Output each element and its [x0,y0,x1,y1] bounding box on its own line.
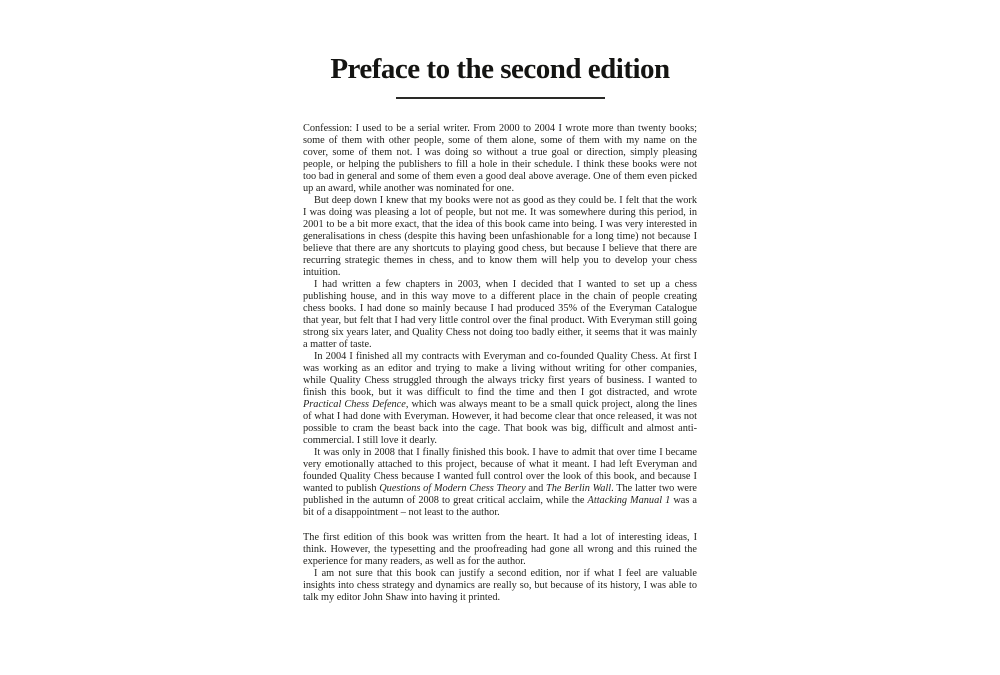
text-segment: But deep down I knew that my books were not as good as they could be. I felt that the work I was doing was pleasing a lot of people, but not me. It was somewhere during this period, in 2001 to be a bit more exact, that the idea of this book came into being. I was very interested in generalisations in chess (despite this having been unfashionable for a long time) not because I believe that there are any shortcuts to playing good chess, but because I believe that there are recurring strategic themes in chess, and to know them will help you to develop your chess intuition. [303,195,697,278]
text-segment: I am not sure that this book can justify a second edition, nor if what I feel are valuable insights into chess strategy and dynamics are really so, but because of its history, I was able to talk my editor John Shaw into having it printed. [303,568,697,603]
paragraph [303,279,697,351]
page-title: Preface to the second edition [330,53,670,85]
text-segment: It was only in 2008 that I finally finished this book. I have to admit that over time I became very emotionally attached to this project, because of what it meant. I had left Everyman and founded Quality Chess because I wanted full control over the look of this book, and because I wanted to publish [303,447,697,494]
paragraph [303,447,697,519]
paragraph [303,532,697,568]
paragraph [303,123,697,195]
paragraph [303,195,697,279]
book-title-italic: Practical Chess Defence [303,399,406,410]
book-title-italic: The Berlin Wall [546,483,612,494]
paragraph [303,351,697,447]
book-title-italic: Questions of Modern Chess Theory [379,483,526,494]
text-segment: , which was always meant to be a small quick project, along the lines of what I had done with Everyman. However, it had become clear that once released, it was not possible to cram the beast back into the cage. That book was big, difficult and almost anti-commercial. I still love it dearly. [303,399,697,446]
book-title-italic: Attacking Manual 1 [587,495,671,506]
text-segment: . The latter two were published in the autumn of 2008 to great critical acclaim, while the [303,483,698,506]
preface-body [303,123,697,604]
text-segment: Confession: I used to be a serial writer. From 2000 to 2004 I wrote more than twenty books; some of them with other people, some of them alone, some of them with my name on the cover, some of them not. I was doing so without a true goal or direction, simply pleasing people, or helping the publishers to fill a hole in their schedule. I think these books were not too bad in general and some of them even a good deal above average. One of them even picked up an award, while another was nominated for one. [303,123,697,194]
text-segment: I had written a few chapters in 2003, when I decided that I wanted to set up a chess publishing house, and in this way move to a different place in the chain of people creating chess books. I had done so mainly because I had produced 35% of the Everyman Catalogue that year, but felt that I had very little control over the final product. With Everyman still going strong six years later, and Quality Chess not doing too badly either, it seems that it was mainly a matter of taste. [303,279,697,350]
text-segment: The first edition of this book was written from the heart. It had a lot of interesting ideas, I think. However, the typesetting and the proofreading had gone all wrong and this ruined the experience for many readers, as well as for the author. [303,532,697,567]
text-segment: and [525,483,546,494]
text-segment: was a bit of a disappointment – not least to the author. [303,495,697,518]
paragraph [303,568,697,604]
title-divider-rule [396,97,605,99]
text-segment: In 2004 I finished all my contracts with Everyman and co-founded Quality Chess. At first I was working as an editor and trying to make a living without writing for other companies, while Quality Chess struggled through the always tricky first years of business. I wanted to finish this book, but it was difficult to find the time and then I got distracted, and wrote [303,351,697,398]
